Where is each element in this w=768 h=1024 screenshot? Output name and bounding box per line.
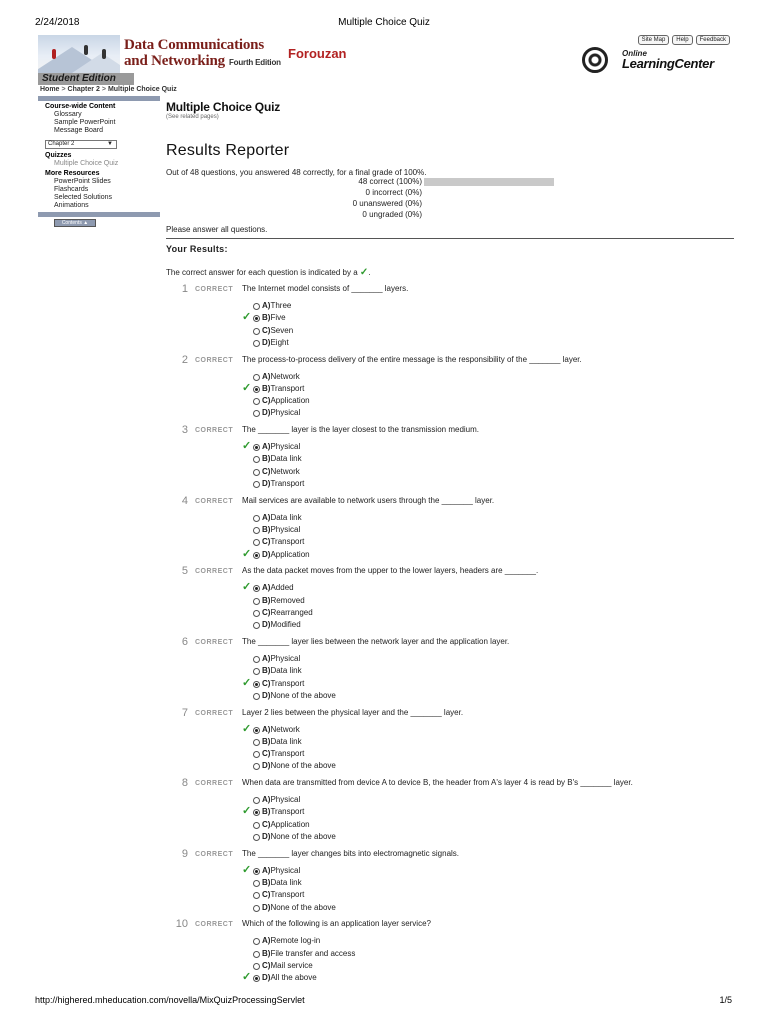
stat-incorrect: 0 incorrect (0%) [365, 188, 422, 197]
answer-option [242, 524, 310, 536]
question-item [166, 562, 734, 633]
answer-label: A)Remote log-in [262, 936, 321, 946]
question-status: CORRECT [195, 356, 234, 364]
stat-correct: 48 correct (100%) [166, 177, 734, 188]
answer-label: D)None of the above [262, 690, 336, 700]
breadcrumb-chapter[interactable]: Chapter 2 [67, 86, 100, 93]
answer-radio[interactable] [253, 410, 260, 417]
answer-label: A)Physical [262, 442, 301, 452]
answer-label: A)Physical [262, 865, 301, 875]
question-number: 1 [181, 283, 188, 295]
sidebar-item-animations[interactable]: Animations [54, 202, 89, 209]
answer-label: C)Seven [262, 325, 294, 335]
check-icon: ✓ [242, 676, 252, 689]
answer-radio[interactable] [253, 315, 260, 322]
answer-radio[interactable] [253, 868, 260, 875]
answer-label: C)Network [262, 466, 300, 476]
question-text: When data are transmitted from device A to device B, the header from A's layer 4 is read by B's _______ layer. [242, 778, 633, 788]
breadcrumb-home[interactable]: Home [40, 86, 60, 93]
question-item [166, 633, 734, 704]
print-date: 2/24/2018 [35, 17, 80, 28]
chevron-down-icon: ▼ [107, 141, 113, 147]
stat-correct-bar [424, 178, 554, 186]
answer-option [242, 806, 336, 818]
edition: Fourth Edition [228, 58, 281, 67]
answer-option [242, 960, 355, 972]
answer-label: C)Application [262, 819, 310, 829]
answer-label: C)Rearranged [262, 607, 313, 617]
answer-label: D)None of the above [262, 902, 336, 912]
answer-radio[interactable] [253, 681, 260, 688]
answer-option [242, 337, 293, 349]
question-status: CORRECT [195, 780, 234, 788]
answer-option [242, 407, 310, 419]
answer-option [242, 607, 313, 619]
answer-radio[interactable] [253, 975, 260, 982]
answer-option [242, 395, 310, 407]
answer-option [242, 889, 336, 901]
answer-label: A)Data link [262, 512, 302, 522]
answer-label: C)Transport [262, 537, 305, 547]
sidebar-item-selected-solutions[interactable]: Selected Solutions [54, 194, 112, 201]
answer-option [242, 665, 336, 677]
page-title: Multiple Choice Quiz [166, 100, 281, 114]
answer-radio[interactable] [253, 951, 260, 958]
disc-icon [582, 47, 608, 73]
question-status: CORRECT [195, 638, 234, 646]
answer-option [242, 760, 336, 772]
banner-photo [38, 35, 120, 73]
sidebar-section-course-wide: Course-wide Content [45, 103, 116, 110]
check-icon: ✓ [242, 581, 252, 594]
answer-label: D)All the above [262, 973, 317, 983]
print-url: http://highered.mheducation.com/novella/MixQuizProcessingServlet [35, 995, 305, 1005]
question-text: The Internet model consists of _______ layers. [242, 284, 409, 293]
legend: The correct answer for each question is indicated by a ✓. [166, 267, 371, 278]
answer-radio[interactable] [253, 938, 260, 945]
answer-option [242, 678, 336, 690]
answer-label: D)Modified [262, 620, 301, 630]
answer-option [242, 371, 310, 383]
answer-option [242, 948, 355, 960]
help-link[interactable]: Help [672, 35, 692, 45]
answer-option [242, 794, 336, 806]
answer-radio[interactable] [253, 622, 260, 629]
sidebar-item-sample-powerpoint[interactable]: Sample PowerPoint [54, 119, 116, 126]
question-text: The _______ layer is the layer closest to the transmission medium. [242, 425, 480, 435]
answer-radio[interactable] [253, 340, 260, 347]
answer-label: A)Network [262, 371, 300, 381]
print-header [0, 17, 768, 31]
answer-radio[interactable] [253, 797, 260, 804]
answer-radio[interactable] [253, 552, 260, 559]
question-status: CORRECT [195, 921, 234, 929]
question-text: Mail services are available to network users through the _______ layer. [242, 495, 495, 505]
divider [166, 238, 734, 239]
answer-radio[interactable] [253, 905, 260, 912]
your-results-heading: Your Results: [166, 244, 228, 254]
check-icon: ✓ [242, 863, 252, 876]
sidebar-item-flashcards[interactable]: Flashcards [54, 186, 89, 193]
answer-radio[interactable] [253, 398, 260, 405]
answer-label: B)Data link [262, 454, 302, 464]
answer-label: B)Transport [262, 383, 305, 393]
answer-option [242, 453, 304, 465]
answer-label: B)Removed [262, 595, 305, 605]
question-text: Layer 2 lies between the physical layer and the _______ layer. [242, 707, 464, 717]
answer-option [242, 972, 355, 984]
question-text: The process-to-process delivery of the entire message is the responsibility of the _______ layer. [242, 354, 582, 364]
answer-label: B)Data link [262, 736, 302, 746]
results-title: Results Reporter [166, 142, 290, 159]
check-icon: ✓ [242, 311, 252, 324]
answer-label: D)Application [262, 549, 310, 559]
question-list [166, 280, 734, 986]
site-map-link[interactable]: Site Map [638, 35, 670, 45]
check-icon: ✓ [359, 267, 369, 278]
olc-logo: Online LearningCenter [582, 47, 732, 73]
question-item [166, 421, 734, 492]
stat-unanswered: 0 unanswered (0%) [352, 199, 422, 208]
answer-options [242, 724, 336, 773]
question-status: CORRECT [195, 497, 234, 505]
check-icon: ✓ [242, 547, 252, 560]
answer-option [242, 902, 336, 914]
answer-radio[interactable] [253, 374, 260, 381]
answer-label: B)Physical [262, 525, 301, 535]
answer-option [242, 865, 336, 877]
answer-radio[interactable] [253, 328, 260, 335]
question-item [166, 280, 734, 351]
answer-option [242, 595, 313, 607]
answer-radio[interactable] [253, 693, 260, 700]
print-title: Multiple Choice Quiz [338, 17, 430, 28]
answer-option [242, 441, 304, 453]
answer-option [242, 619, 313, 631]
answer-label: A)Added [262, 583, 294, 593]
author: Forouzan [288, 46, 347, 61]
answer-radio[interactable] [253, 469, 260, 476]
answer-label: C)Mail service [262, 960, 313, 970]
sidebar-section-more-resources: More Resources [45, 170, 100, 177]
answer-label: C)Transport [262, 749, 305, 759]
site-banner [38, 35, 738, 85]
book-title: Data Communications and Networking Fourth Edition [124, 37, 281, 69]
answer-radio[interactable] [253, 739, 260, 746]
question-text: The _______ layer lies between the network layer and the application layer. [242, 636, 510, 646]
answer-option [242, 736, 336, 748]
question-status: CORRECT [195, 709, 234, 717]
answer-radio[interactable] [253, 481, 260, 488]
sidebar-bottom-bar [38, 212, 160, 217]
answer-radio[interactable] [253, 751, 260, 758]
question-status: CORRECT [195, 427, 234, 435]
answer-radio[interactable] [253, 727, 260, 734]
answer-option [242, 724, 336, 736]
question-number: 8 [181, 777, 188, 790]
answer-radio[interactable] [253, 763, 260, 770]
answer-label: B)File transfer and access [262, 948, 356, 958]
feedback-link[interactable]: Feedback [696, 35, 730, 45]
answer-options [242, 300, 293, 349]
question-item [166, 774, 734, 845]
check-icon: ✓ [242, 381, 252, 394]
answer-options [242, 865, 336, 914]
chapter-select[interactable]: Chapter 2 ▼ [45, 140, 117, 149]
answer-option [242, 748, 336, 760]
answer-option [242, 690, 336, 702]
answer-options [242, 371, 310, 420]
answer-label: C)Transport [262, 678, 305, 688]
answer-radio[interactable] [253, 834, 260, 841]
check-icon: ✓ [242, 440, 252, 453]
answer-radio[interactable] [253, 610, 260, 617]
sidebar-section-quizzes: Quizzes [45, 152, 72, 159]
answer-option [242, 877, 336, 889]
stat-ungraded: 0 ungraded (0%) [362, 210, 422, 219]
answer-label: B)Five [262, 313, 286, 323]
question-number: 9 [181, 847, 188, 860]
answer-option [242, 935, 355, 947]
answer-option [242, 819, 336, 831]
answer-label: B)Data link [262, 878, 302, 888]
question-text: Which of the following is an application layer service? [242, 919, 431, 929]
main-content [166, 100, 734, 986]
answer-option [242, 536, 310, 548]
answer-radio[interactable] [253, 539, 260, 546]
answer-option [242, 512, 310, 524]
answer-option [242, 582, 313, 594]
answer-label: A)Three [262, 301, 292, 310]
answer-options [242, 935, 355, 984]
answer-label: D)Physical [262, 408, 301, 418]
question-number: 5 [181, 565, 188, 578]
question-number: 2 [181, 353, 188, 366]
question-status: CORRECT [195, 286, 234, 293]
answer-radio[interactable] [253, 456, 260, 463]
related-pages-link[interactable]: (See related pages) [166, 114, 219, 120]
contents-button[interactable]: Contents ▲ [54, 219, 96, 227]
top-links [638, 35, 730, 45]
question-status: CORRECT [195, 850, 234, 858]
answer-radio[interactable] [253, 822, 260, 829]
answer-label: A)Physical [262, 795, 301, 805]
answer-radio[interactable] [253, 963, 260, 970]
question-item [166, 351, 734, 422]
answer-label: A)Network [262, 724, 300, 734]
sidebar-item-glossary[interactable]: Glossary [54, 111, 82, 118]
question-text: As the data packet moves from the upper to the lower layers, headers are _______. [242, 566, 539, 576]
answer-option [242, 653, 336, 665]
sidebar [38, 96, 160, 227]
answer-option [242, 549, 310, 561]
answer-radio[interactable] [253, 386, 260, 393]
sidebar-item-powerpoint-slides[interactable]: PowerPoint Slides [54, 178, 111, 185]
answer-option [242, 466, 304, 478]
answer-radio[interactable] [253, 668, 260, 675]
answer-radio[interactable] [253, 515, 260, 522]
answer-options [242, 582, 313, 631]
breadcrumb-current: Multiple Choice Quiz [107, 86, 177, 93]
answer-label: C)Transport [262, 890, 305, 900]
answer-radio[interactable] [253, 303, 260, 310]
answer-radio[interactable] [253, 880, 260, 887]
answer-radio[interactable] [253, 444, 260, 451]
question-number: 7 [181, 706, 188, 719]
answer-options [242, 512, 310, 561]
check-icon: ✓ [242, 722, 252, 735]
answer-label: D)Transport [262, 479, 305, 489]
sidebar-item-message-board[interactable]: Message Board [54, 127, 104, 134]
answer-label: B)Transport [262, 807, 305, 817]
answer-all-note: Please answer all questions. [166, 225, 268, 234]
answer-label: D)None of the above [262, 761, 336, 771]
question-item [166, 492, 734, 563]
question-status: CORRECT [195, 568, 234, 576]
answer-option [242, 312, 293, 324]
check-icon: ✓ [242, 971, 252, 984]
answer-option [242, 383, 310, 395]
answer-label: B)Data link [262, 666, 302, 676]
sidebar-top-bar [38, 96, 160, 101]
answer-option [242, 831, 336, 843]
student-edition-label: Student Edition [38, 73, 134, 85]
answer-options [242, 653, 336, 702]
answer-label: C)Application [262, 396, 310, 406]
check-icon: ✓ [242, 805, 252, 818]
question-number: 3 [181, 424, 188, 437]
answer-radio[interactable] [253, 598, 260, 605]
answer-option [242, 478, 304, 490]
question-item [166, 704, 734, 775]
answer-label: A)Physical [262, 653, 301, 663]
breadcrumb: Home > Chapter 2 > Multiple Choice Quiz [40, 86, 177, 93]
question-number: 10 [175, 918, 188, 931]
stats-list [166, 177, 734, 221]
answer-radio[interactable] [253, 809, 260, 816]
question-item [166, 845, 734, 916]
answer-radio[interactable] [253, 585, 260, 592]
answer-label: D)None of the above [262, 832, 336, 842]
sidebar-item-multiple-choice-quiz[interactable]: Multiple Choice Quiz [54, 160, 119, 167]
question-number: 6 [181, 635, 188, 648]
print-footer [0, 995, 768, 1009]
answer-radio[interactable] [253, 527, 260, 534]
results-summary: Out of 48 questions, you answered 48 correctly, for a final grade of 100%. [166, 168, 427, 177]
answer-options [242, 441, 304, 490]
print-page-number: 1/5 [719, 995, 732, 1005]
question-item [166, 915, 734, 986]
answer-option [242, 325, 293, 337]
question-number: 4 [181, 494, 188, 507]
answer-options [242, 794, 336, 843]
answer-label: D)Eight [262, 337, 289, 347]
question-text: The _______ layer changes bits into electromagnetic signals. [242, 848, 460, 858]
answer-radio[interactable] [253, 892, 260, 899]
answer-radio[interactable] [253, 656, 260, 663]
